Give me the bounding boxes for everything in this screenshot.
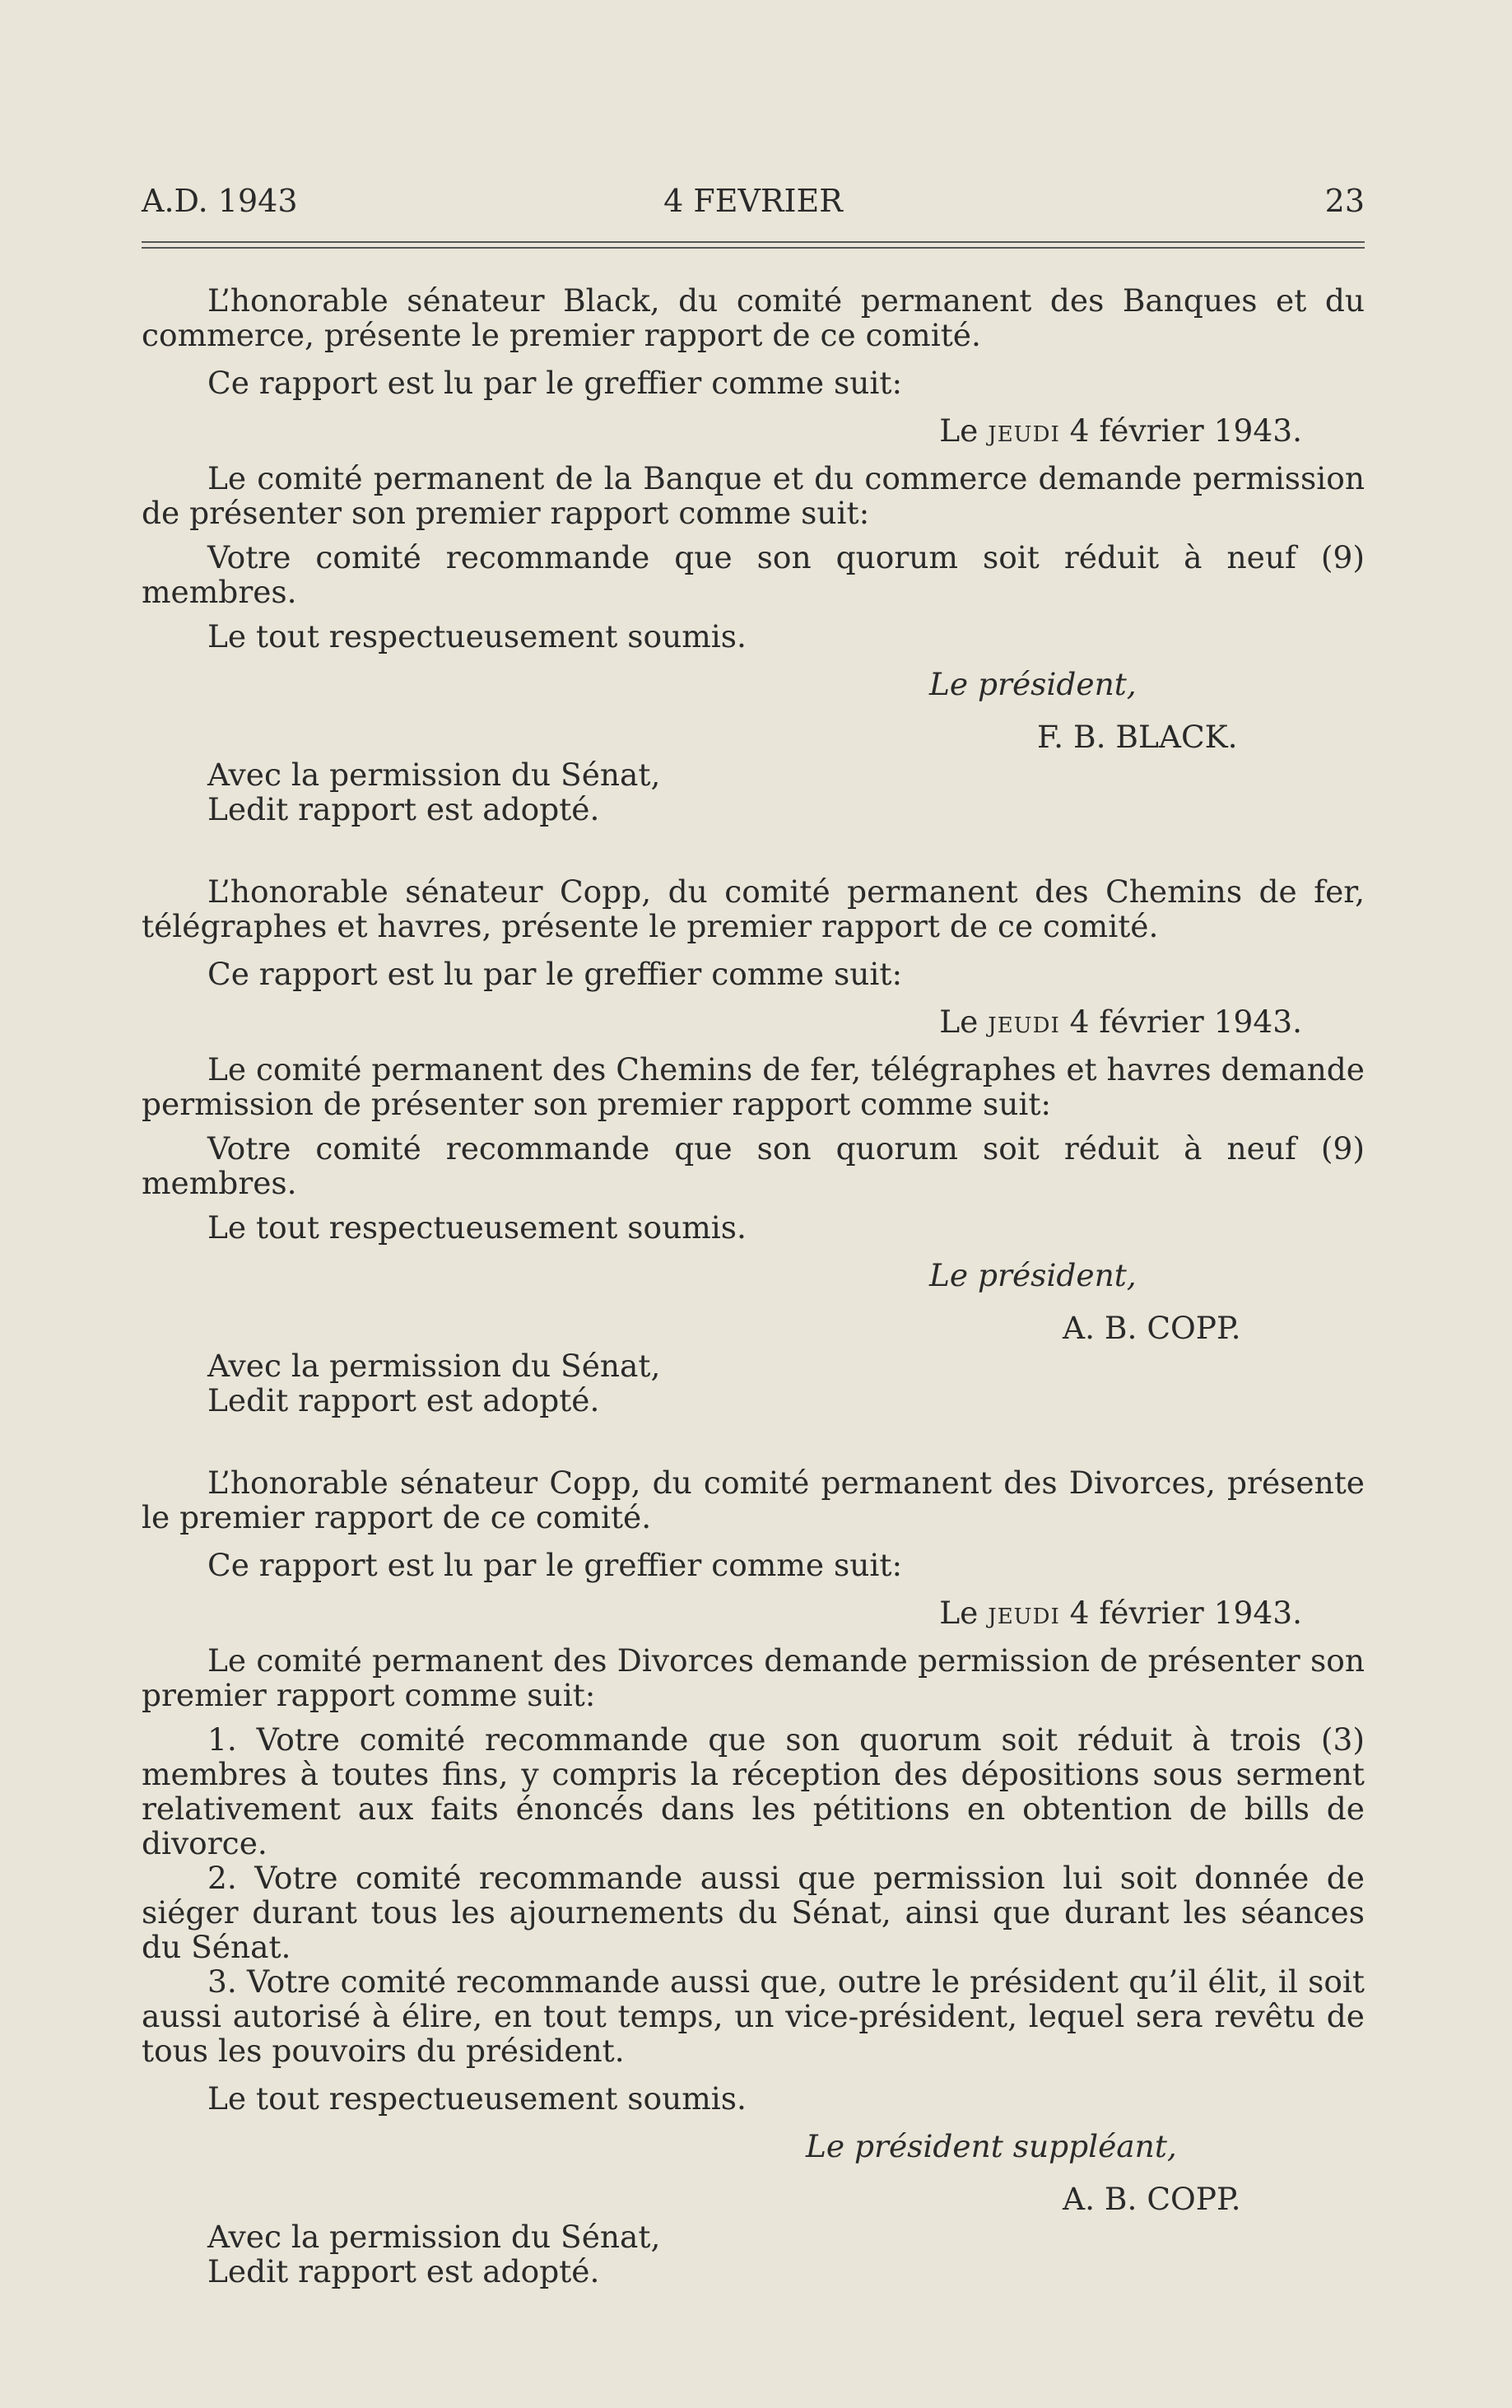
- header-rule-bottom: [142, 247, 1365, 249]
- report-intro: L’honorable sénateur Copp, du comité permanent des Divorces, présente le premier rapport de ce comité.: [142, 1465, 1365, 1535]
- report-section: [142, 1465, 1365, 2289]
- permission-line: Avec la permission du Sénat,: [207, 1348, 661, 1384]
- report-intro: L’honorable sénateur Black, du comité permanent des Banques et du commerce, présente le premier rapport de ce comité.: [142, 282, 1365, 353]
- report-closing: Le tout respectueusement soumis.: [207, 2080, 747, 2117]
- report-closing: Le tout respectueusement soumis.: [207, 618, 747, 654]
- header-year: A.D. 1943: [142, 183, 298, 219]
- report-item: Votre comité recommande que son quorum soit réduit à neuf (9) membres.: [142, 1130, 1365, 1201]
- report-intro: L’honorable sénateur Copp, du comité permanent des Chemins de fer, télégraphes et havres, présente le premier rapport de ce comité.: [142, 873, 1365, 944]
- date-prefix: Le: [939, 412, 979, 449]
- report-read-line: Ce rapport est lu par le greffier comme suit:: [207, 956, 903, 992]
- permission-line: Avec la permission du Sénat,: [207, 2219, 661, 2255]
- report-closing: Le tout respectueusement soumis.: [207, 1209, 747, 1246]
- signature-block: [142, 2129, 1365, 2216]
- date-day: jeudi: [988, 412, 1060, 449]
- signature-title: Le président suppléant,: [806, 2128, 1177, 2164]
- date-rest: 4 février 1943.: [1069, 412, 1302, 449]
- date-rest: 4 février 1943.: [1069, 1595, 1302, 1631]
- header-date: 4 FEVRIER: [663, 183, 843, 219]
- page-body: [142, 283, 1365, 2289]
- signature-name: A. B. COPP.: [1063, 2181, 1241, 2217]
- report-read-line: Ce rapport est lu par le greffier comme suit:: [207, 365, 903, 401]
- report-request: Le comité permanent des Divorces demande permission de présenter son premier rapport comme suit:: [142, 1642, 1365, 1713]
- date-rest: 4 février 1943.: [1069, 1004, 1302, 1040]
- report-item: Votre comité recommande que son quorum soit réduit à neuf (9) membres.: [142, 539, 1365, 610]
- date-prefix: Le: [939, 1004, 979, 1040]
- date-day: jeudi: [988, 1595, 1060, 1631]
- date-prefix: Le: [939, 1595, 979, 1631]
- page-header: [142, 183, 1365, 224]
- signature-block: [142, 667, 1365, 754]
- report-request: Le comité permanent des Chemins de fer, télégraphes et havres demande permission de présenter son premier rapport comme suit:: [142, 1051, 1365, 1122]
- report-item: 3. Votre comité recommande aussi que, outre le président qu’il élit, il soit aussi autorisé à élire, en tout temps, un vice-président, lequel sera revêtu de tous les pouvoirs du président.: [142, 1963, 1365, 2069]
- report-date: [142, 1595, 1365, 1630]
- adopted-line: Ledit rapport est adopté.: [207, 791, 600, 827]
- signature-title: Le président,: [929, 666, 1137, 702]
- report-section: [142, 874, 1365, 1418]
- signature-name: A. B. COPP.: [1063, 1310, 1241, 1346]
- signature-title: Le président,: [929, 1257, 1137, 1293]
- report-date: [142, 413, 1365, 448]
- signature-name: F. B. BLACK.: [1037, 719, 1238, 755]
- report-request: Le comité permanent de la Banque et du commerce demande permission de présenter son premier rapport comme suit:: [142, 460, 1365, 531]
- adopted-line: Ledit rapport est adopté.: [207, 2253, 600, 2289]
- report-section: [142, 283, 1365, 827]
- page-number: 23: [1324, 183, 1365, 219]
- report-date: [142, 1004, 1365, 1039]
- report-item: 2. Votre comité recommande aussi que permission lui soit donnée de siéger durant tous les ajournements du Sénat, ainsi que durant les séances du Sénat.: [142, 1860, 1365, 1965]
- report-read-line: Ce rapport est lu par le greffier comme suit:: [207, 1547, 903, 1583]
- date-day: jeudi: [988, 1004, 1060, 1040]
- signature-block: [142, 1258, 1365, 1345]
- report-item: 1. Votre comité recommande que son quorum soit réduit à trois (3) membres à toutes fins, y compris la réception des dépositions sous serment relativement aux faits énoncés dans les pétitions en obtention de bills de divorce.: [142, 1721, 1365, 1861]
- adopted-line: Ledit rapport est adopté.: [207, 1382, 600, 1418]
- header-rule-top: [142, 241, 1365, 243]
- permission-line: Avec la permission du Sénat,: [207, 757, 661, 793]
